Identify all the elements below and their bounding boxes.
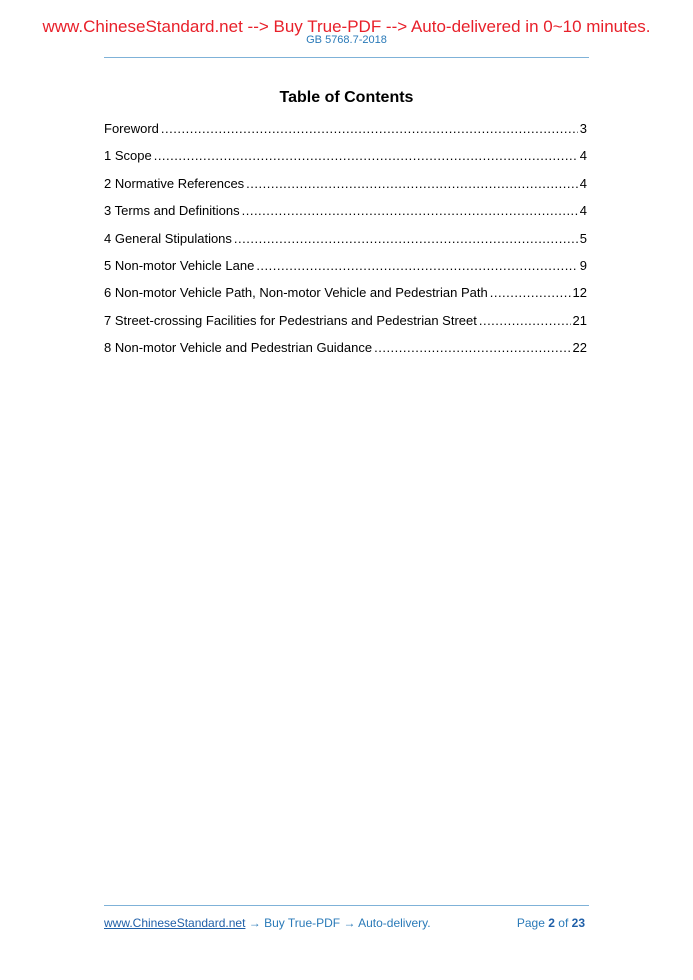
current-page-number: 2 [548, 916, 555, 930]
footer-promo-text: → Buy True-PDF → Auto-delivery. [245, 916, 431, 930]
toc-leader-dots [374, 338, 570, 358]
toc-entry-general-stipulations[interactable] [104, 229, 587, 256]
toc-entry-label: 8 Non-motor Vehicle and Pedestrian Guidance [104, 340, 373, 356]
toc-leader-dots [256, 256, 577, 276]
toc-entry-page: 21 [572, 312, 587, 328]
toc-entry-label: Foreword [104, 121, 159, 136]
toc-leader-dots [479, 311, 571, 331]
toc-entry-label: 7 Street-crossing Facilities for Pedestrians and Pedestrian Street [104, 312, 477, 328]
toc-entry-page: 9 [579, 257, 587, 273]
footer-promo [104, 914, 431, 932]
toc-entry-page: 3 [579, 121, 587, 136]
page-of-word: of [558, 916, 569, 930]
toc-leader-dots [490, 283, 571, 303]
toc-entry-non-motor-vehicle-lane[interactable] [104, 256, 587, 283]
toc-entry-page: 12 [572, 285, 587, 301]
page-footer [104, 914, 589, 932]
footer-site-link[interactable]: www.ChineseStandard.net [104, 916, 246, 930]
toc-entry-label: 1 Scope [104, 148, 152, 164]
toc-title: Table of Contents [279, 89, 414, 106]
toc-entry-label: 2 Normative References [104, 175, 245, 191]
total-page-count: 23 [571, 916, 585, 930]
toc-leader-dots [246, 174, 578, 194]
footer-divider [104, 905, 589, 906]
toc-entry-page: 4 [579, 148, 587, 164]
table-of-contents [104, 119, 587, 366]
toc-leader-dots [161, 119, 578, 139]
toc-entry-non-motor-vehicle-path[interactable] [104, 283, 587, 310]
toc-leader-dots [154, 146, 578, 166]
toc-entry-label: 3 Terms and Definitions [104, 203, 240, 219]
header-divider [104, 57, 589, 58]
toc-entry-scope[interactable] [104, 146, 587, 173]
toc-leader-dots [234, 229, 578, 249]
toc-entry-page: 22 [572, 340, 587, 356]
toc-entry-label: 4 General Stipulations [104, 230, 232, 246]
toc-entry-page: 5 [579, 230, 587, 246]
toc-entry-pedestrian-guidance[interactable] [104, 338, 587, 365]
toc-entry-street-crossing-facilities[interactable] [104, 311, 587, 338]
toc-entry-page: 4 [579, 203, 587, 219]
promo-banner[interactable]: www.ChineseStandard.net --> Buy True-PDF --> Auto-delivered in 0~10 minutes. [42, 17, 651, 36]
toc-leader-dots [242, 201, 578, 221]
page-word: Page [516, 916, 545, 930]
document-code: GB 5768.7-2018 [306, 34, 387, 46]
toc-entry-label: 6 Non-motor Vehicle Path, Non-motor Vehicle and Pedestrian Path [104, 285, 488, 301]
page-number [517, 914, 585, 932]
toc-entry-foreword[interactable] [104, 119, 587, 146]
toc-entry-label: 5 Non-motor Vehicle Lane [104, 257, 255, 273]
toc-entry-normative-references[interactable] [104, 174, 587, 201]
toc-entry-terms-and-definitions[interactable] [104, 201, 587, 228]
toc-entry-page: 4 [579, 175, 587, 191]
